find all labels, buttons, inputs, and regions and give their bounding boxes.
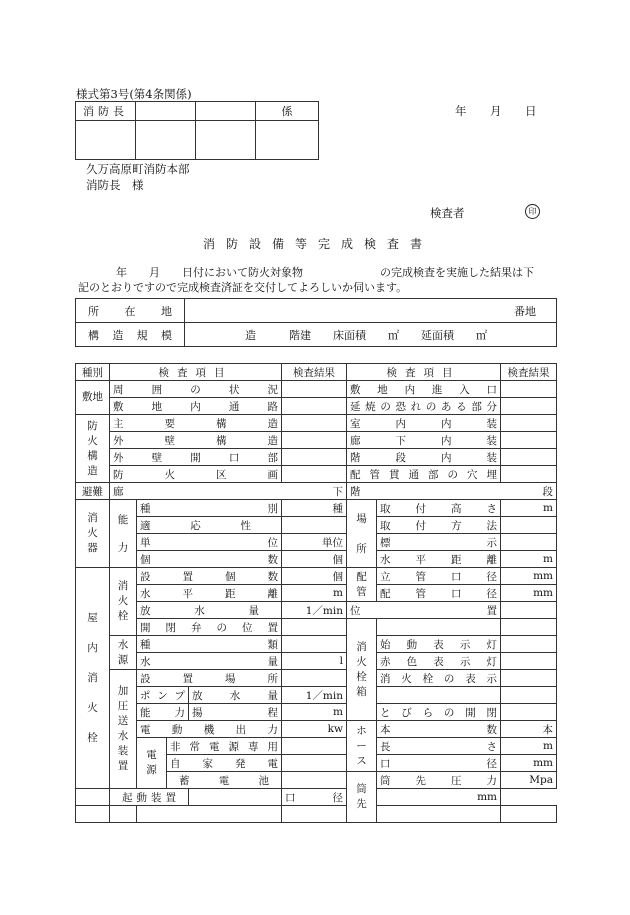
structure-label: 構造規模: [76, 323, 185, 347]
blank-cell: [76, 789, 110, 806]
result-cell[interactable]: [501, 653, 557, 670]
col-result-right: 検査結果: [501, 364, 557, 381]
hydrant-box-group: 消火栓箱: [347, 619, 377, 721]
water-source-group: 水源: [110, 636, 137, 670]
result-cell[interactable]: m: [501, 738, 557, 755]
result-cell[interactable]: [282, 755, 347, 772]
result-cell[interactable]: [501, 381, 557, 398]
hydrant-group: 消火栓: [110, 568, 137, 636]
item-label: 放水量: [189, 687, 282, 704]
approval-header-blank: [196, 102, 256, 121]
location-number[interactable]: 番地: [185, 299, 557, 323]
item-label: 赤色表示灯: [377, 653, 501, 670]
item-label: 敷地内通路: [110, 398, 282, 415]
hose-group: ホース: [347, 721, 377, 772]
item-label: 蓄電池: [167, 772, 282, 789]
item-label: 水量: [137, 653, 282, 670]
approval-stamp-cell[interactable]: [136, 121, 196, 160]
item-label: 個数: [137, 551, 282, 568]
item-label: 設置個数: [137, 568, 282, 585]
item-label: 設置場所: [137, 670, 282, 687]
result-cell[interactable]: mm: [501, 755, 557, 772]
item-label: 取付方法: [377, 517, 501, 534]
item-label: 延焼の恐れのある部分: [347, 398, 501, 415]
result-cell[interactable]: [501, 602, 557, 619]
item-label: 水平距離: [377, 551, 501, 568]
result-cell[interactable]: Mpa: [501, 772, 557, 789]
result-cell[interactable]: [501, 466, 557, 483]
result-cell[interactable]: 1／min: [282, 687, 347, 704]
result-cell[interactable]: [501, 398, 557, 415]
result-cell[interactable]: [282, 517, 347, 534]
item-label: 開閉弁の位置: [137, 619, 282, 636]
body-line-1: 年 月 日付において防火対象物 の完成検査を実施した結果は下: [116, 266, 534, 279]
recipient-org: 久万高原町消防本部: [86, 162, 190, 176]
item-label: 適応性: [137, 517, 282, 534]
item-label: 階段内装: [347, 449, 501, 466]
result-cell[interactable]: m: [501, 500, 557, 517]
item-label: 外壁構造: [110, 432, 282, 449]
kind-fireproof: 防火構造: [76, 415, 110, 483]
result-cell[interactable]: [501, 517, 557, 534]
result-cell[interactable]: 本: [501, 721, 557, 738]
capacity-label: 能力: [110, 500, 137, 568]
approval-header-chief: 消防長: [76, 102, 136, 121]
item-label: 本数: [377, 721, 501, 738]
capacity-label: 能力: [137, 704, 189, 721]
item-label: 廊下内装: [347, 432, 501, 449]
col-kind: 種別: [76, 364, 110, 381]
item-label: 標示: [377, 534, 501, 551]
result-cell[interactable]: [501, 534, 557, 551]
item-label: 配管貫通部の穴埋: [347, 466, 501, 483]
result-cell[interactable]: m: [282, 704, 347, 721]
power-group: 電源: [137, 738, 167, 789]
result-cell[interactable]: [501, 670, 557, 687]
blank-cell: [76, 806, 110, 823]
result-cell[interactable]: [282, 449, 347, 466]
result-cell[interactable]: l: [282, 653, 347, 670]
col-result-left: 検査結果: [282, 364, 347, 381]
item-label: 電動機出力: [137, 721, 282, 738]
item-label: 廊下: [110, 483, 347, 500]
result-cell[interactable]: mm: [501, 568, 557, 585]
item-label: 敷地内進入口: [347, 381, 501, 398]
item-label: 始動表示灯: [377, 636, 501, 653]
item-label: 種別: [137, 500, 282, 517]
result-cell[interactable]: [282, 466, 347, 483]
result-cell[interactable]: mm: [501, 585, 557, 602]
item-label: 自家発電: [167, 755, 282, 772]
result-cell[interactable]: [501, 432, 557, 449]
structure-value[interactable]: 造 階建 床面積 ㎡ 延面積 ㎡: [185, 323, 557, 347]
item-label: 口径: [377, 755, 501, 772]
item-label: 周囲の状況: [110, 381, 282, 398]
item-label: 階段: [347, 483, 557, 500]
blank-cell: [110, 806, 137, 823]
result-cell[interactable]: mm: [377, 789, 501, 806]
kind-site: 敷地: [76, 381, 110, 415]
result-cell[interactable]: [501, 449, 557, 466]
approval-stamp-cell[interactable]: [76, 121, 136, 160]
nozzle-group: 筒先: [347, 772, 377, 823]
item-label: 起動装置: [110, 789, 189, 806]
item-label: 放水量: [137, 602, 282, 619]
item-label: 非常電源専用: [167, 738, 282, 755]
result-cell[interactable]: [282, 806, 347, 823]
result-cell[interactable]: 単位: [282, 534, 347, 551]
approval-header-staff: 係: [256, 102, 319, 121]
body-line-2: 記のとおりですので完成検査済証を交付してよろしいか伺います。: [78, 281, 408, 294]
result-cell[interactable]: m: [282, 585, 347, 602]
form-number: 様式第3号(第4条関係): [76, 87, 192, 101]
result-cell[interactable]: [282, 670, 347, 687]
result-cell[interactable]: [282, 398, 347, 415]
approval-stamp-cell[interactable]: [196, 121, 256, 160]
pump-label: ポンプ: [137, 687, 189, 704]
seal-mark: 印: [525, 204, 540, 219]
item-label: 消火栓の表示: [377, 670, 501, 687]
result-cell[interactable]: [282, 415, 347, 432]
item-label: [377, 687, 501, 704]
pump-group: 加圧送水装置: [110, 670, 137, 789]
result-cell[interactable]: [501, 806, 557, 823]
date-field: 年 月 日: [455, 104, 543, 118]
piping-group: 配管: [347, 568, 377, 602]
item-label: 筒先圧力: [377, 772, 501, 789]
item-label: [377, 619, 501, 636]
result-cell[interactable]: [501, 415, 557, 432]
document-title: 消防設備等完成検査書: [203, 237, 434, 251]
result-cell[interactable]: [282, 619, 347, 636]
result-cell[interactable]: [282, 432, 347, 449]
result-cell[interactable]: [189, 789, 282, 806]
item-label: 主要構造: [110, 415, 282, 432]
result-cell[interactable]: 個: [282, 568, 347, 585]
result-cell[interactable]: [282, 738, 347, 755]
inspector-label: 検査者: [430, 206, 465, 220]
location-group: 場所: [347, 500, 377, 568]
result-cell[interactable]: [282, 636, 347, 653]
kind-extinguisher: 消火器: [76, 500, 110, 568]
approval-stamp-table: [75, 101, 319, 160]
result-cell[interactable]: 種: [282, 500, 347, 517]
col-item-right: 検査項目: [347, 364, 501, 381]
recipient-person: 消防長 様: [86, 178, 144, 192]
location-label: 所在地: [76, 299, 185, 323]
result-cell[interactable]: [501, 687, 557, 704]
item-label: 単位: [137, 534, 282, 551]
result-cell[interactable]: [282, 381, 347, 398]
item-label: 防火区画: [110, 466, 282, 483]
item-label: 配管口径: [377, 585, 501, 602]
col-item-left: 検査項目: [110, 364, 282, 381]
item-label: 水平距離: [137, 585, 282, 602]
item-label: とびらの開閉: [377, 704, 501, 721]
item-label: 外壁開口部: [110, 449, 282, 466]
approval-header-blank: [136, 102, 196, 121]
result-cell[interactable]: [501, 619, 557, 636]
kind-evacuation: 避難: [76, 483, 110, 500]
item-label: 種類: [137, 636, 282, 653]
blank-cell: [137, 806, 282, 823]
result-cell[interactable]: 1／min: [282, 602, 347, 619]
result-cell[interactable]: 個: [282, 551, 347, 568]
result-cell[interactable]: [282, 772, 347, 789]
kind-indoor-hydrant: 屋内消火栓: [76, 568, 110, 789]
item-label: 揚程: [189, 704, 282, 721]
item-label: 室内内装: [347, 415, 501, 432]
item-label: 口径: [282, 789, 347, 806]
item-label: 位置: [347, 602, 501, 619]
result-cell[interactable]: [501, 704, 557, 721]
result-cell[interactable]: [501, 636, 557, 653]
item-label: 立管口径: [377, 568, 501, 585]
item-label: 長さ: [377, 738, 501, 755]
result-cell[interactable]: kw: [282, 721, 347, 738]
result-cell[interactable]: m: [501, 551, 557, 568]
blank-cell: [377, 806, 501, 823]
item-label: 取付高さ: [377, 500, 501, 517]
inspection-table: [75, 363, 557, 823]
approval-stamp-cell[interactable]: [256, 121, 319, 160]
address-table: [75, 298, 557, 347]
